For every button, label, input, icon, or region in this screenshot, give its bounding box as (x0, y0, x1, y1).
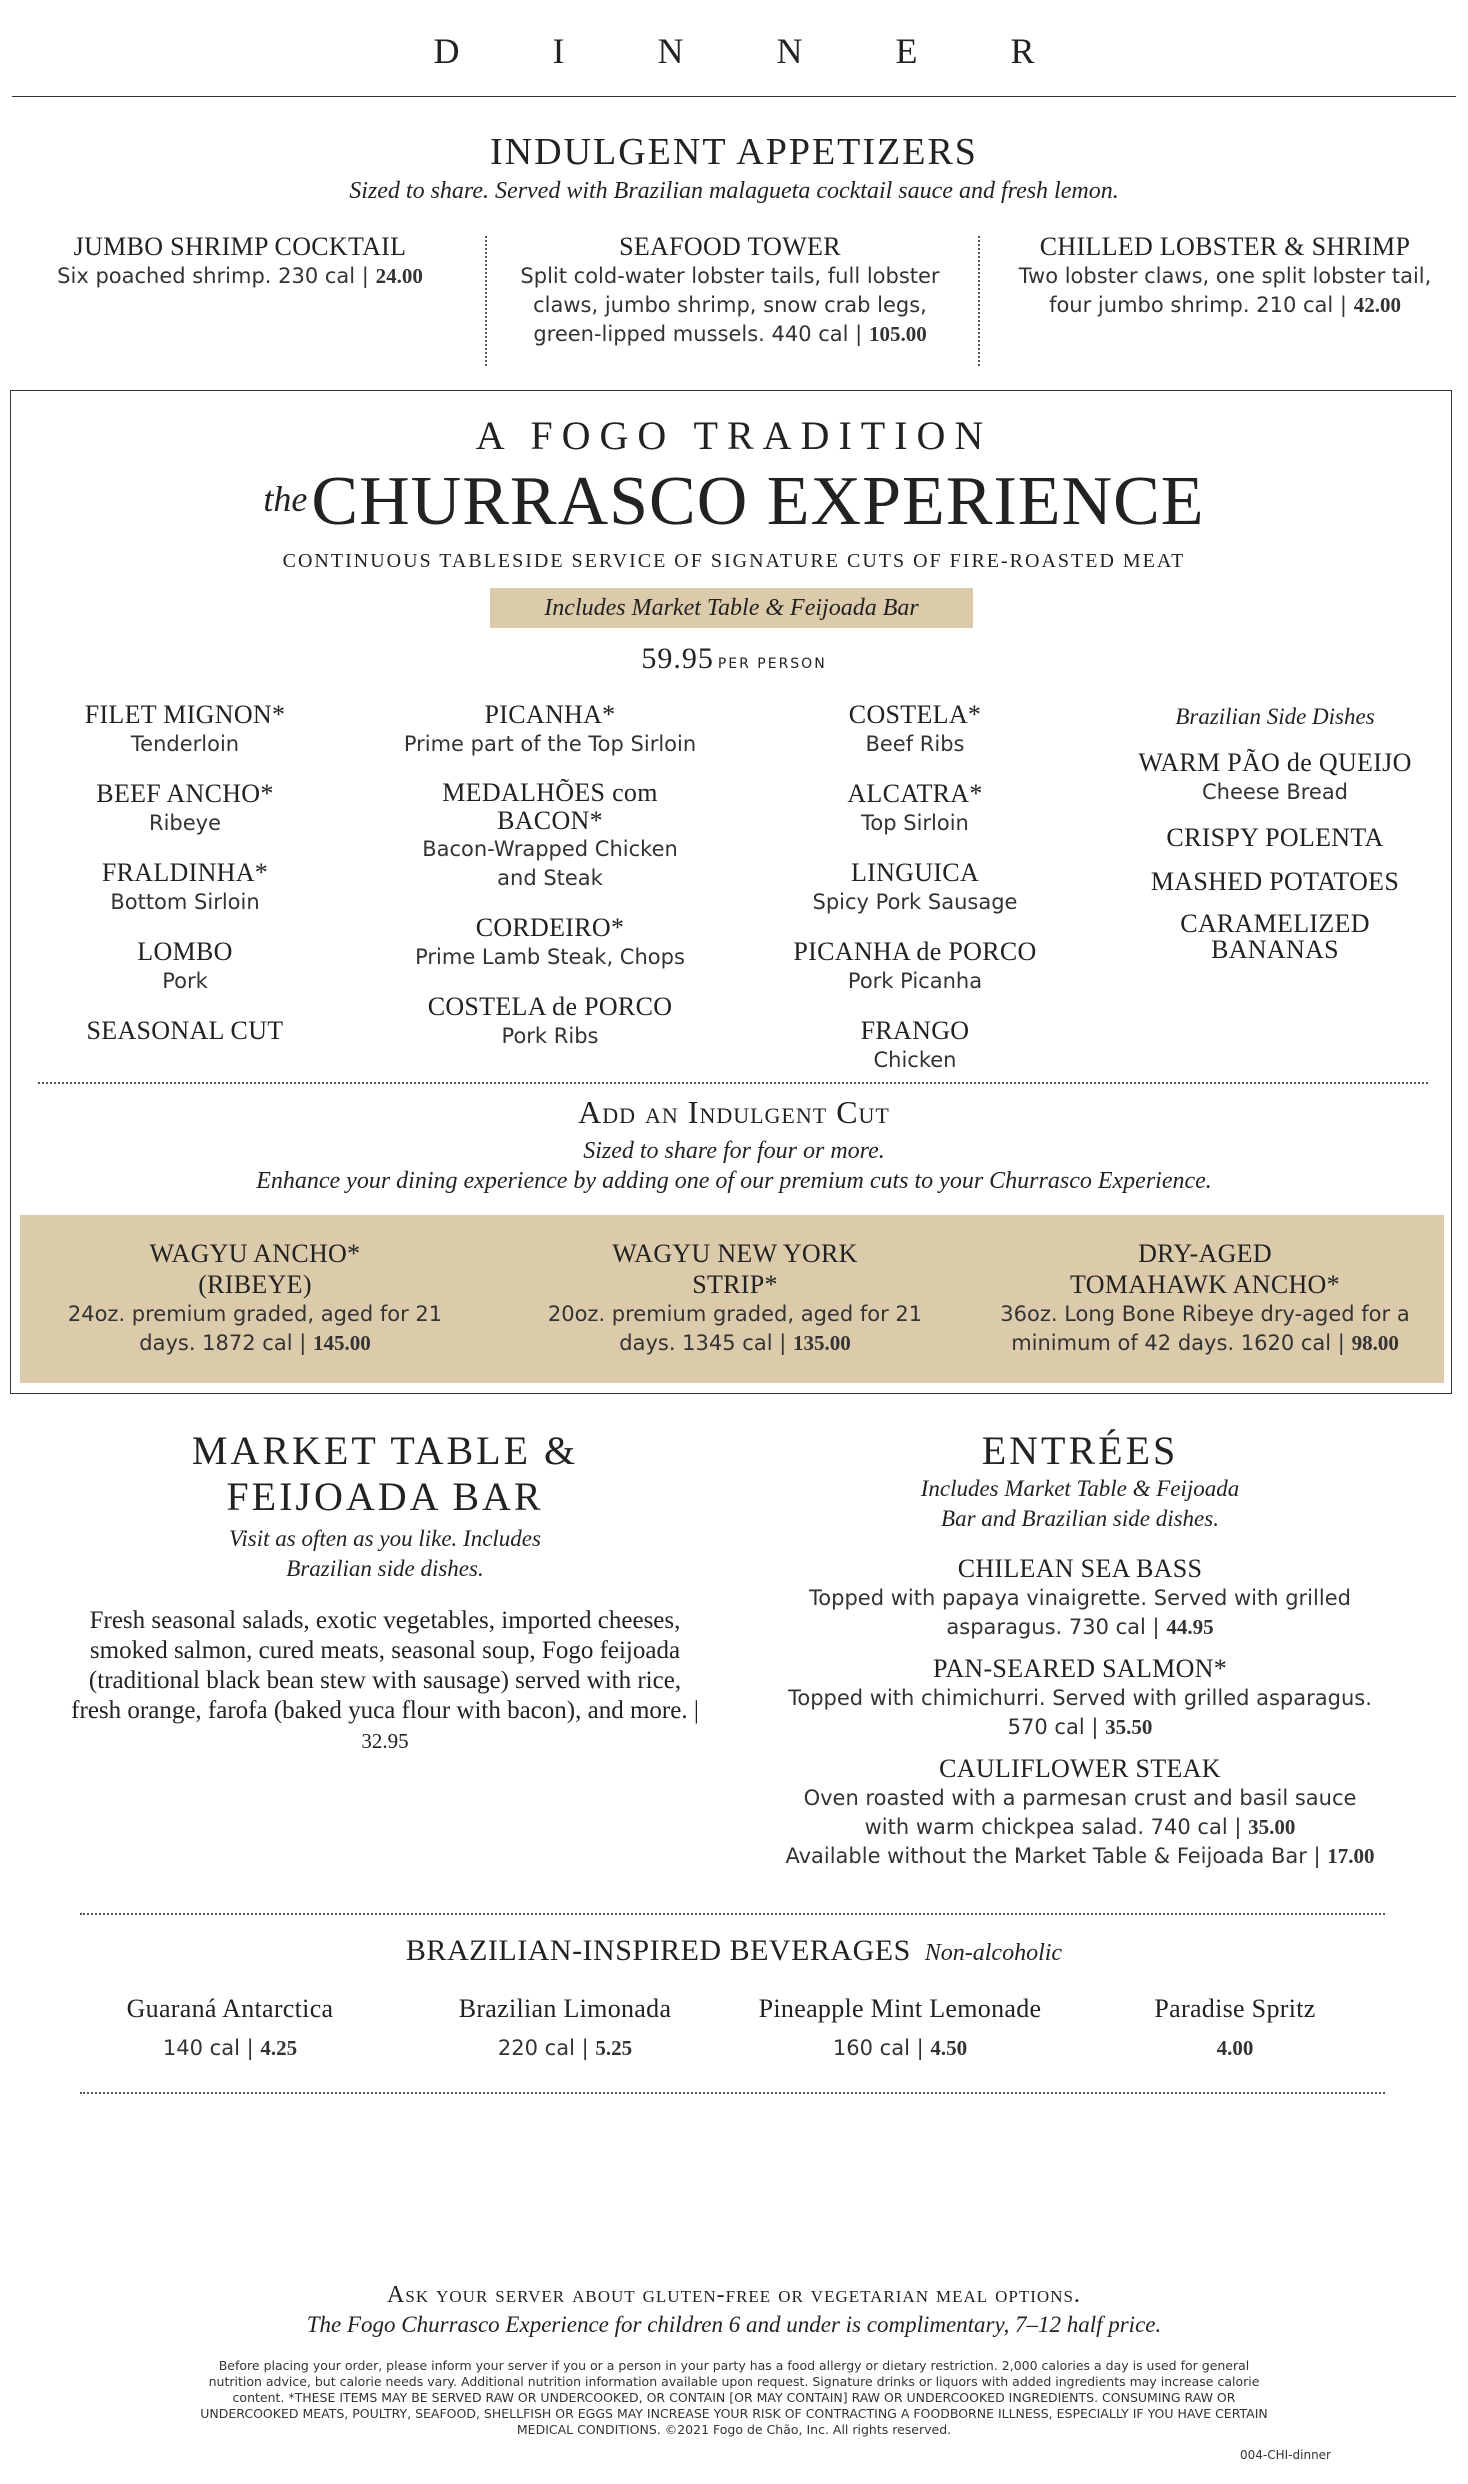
side-desc: Cheese Bread (1201, 780, 1349, 804)
churrasco-price: 59.95 (641, 642, 714, 675)
churrasco-price-line (0, 642, 1468, 676)
footer-kids: The Fogo Churrasco Experience for children 6 and under is complimentary, 7–12 half price. (306, 2312, 1162, 2337)
side-name: MASHED POTATOES (1150, 867, 1400, 896)
market-body: Fresh seasonal salads, exotic vegetables, imported cheeses, smoked salmon, cured meats, seasonal soup, Fogo feijoada (traditional black bean stew with sausage) served with rice, fresh orange, farofa (baked yuca flour with bacon), and more. | (71, 1607, 699, 1724)
meat-name: COSTELA de PORCO (427, 992, 673, 1021)
entree-extra: Available without the Market Table & Feijoada Bar | (785, 1844, 1321, 1868)
indulgent-line2: Enhance your dining experience by adding one of our premium cuts to your Churrasco Experience. (256, 1168, 1212, 1194)
meat-desc: Bottom Sirloin (110, 890, 260, 914)
divider (80, 1913, 1385, 1915)
indulgent-title: Add an Indulgent Cut (578, 1094, 890, 1130)
meat-desc: Pork (162, 969, 208, 993)
item-name: WAGYU NEW YORK STRIP* (612, 1239, 858, 1299)
appetizers-subtitle: Sized to share. Served with Brazilian malagueta cocktail sauce and fresh lemon. (349, 178, 1119, 204)
appetizer-item (495, 232, 965, 349)
divider (80, 2092, 1385, 2094)
meat-column-3 (770, 700, 1060, 1095)
meat-desc: Top Sirloin (861, 811, 969, 835)
entree-name: CHILEAN SEA BASS (957, 1554, 1203, 1583)
meat-desc: Ribeye (148, 811, 222, 835)
meat-name: LINGUICA (850, 858, 980, 887)
churrasco-title: CHURRASCO EXPERIENCE (311, 463, 1205, 540)
market-title-1: MARKET TABLE & (191, 1428, 579, 1473)
item-name: CHILLED LOBSTER & SHRIMP (1039, 232, 1411, 261)
appetizer-item (995, 232, 1455, 320)
side-name: CARAMELIZED BANANAS (1180, 909, 1370, 964)
tradition-title: A FOGO TRADITION (475, 413, 993, 458)
market-price: 32.95 (361, 1729, 409, 1753)
item-name: DRY-AGED TOMAHAWK ANCHO* (1070, 1239, 1340, 1299)
meat-desc: Beef Ribs (865, 732, 965, 756)
side-name: WARM PÃO de QUEIJO (1138, 748, 1412, 777)
entree-price: 44.95 (1166, 1615, 1214, 1639)
beverage-cal: 160 cal | (832, 2036, 924, 2060)
divider (38, 1082, 1428, 1084)
meat-column-2 (400, 700, 700, 1071)
item-price: 24.00 (375, 264, 423, 288)
meat-name: MEDALHÕES com BACON* (442, 778, 658, 835)
beverages-note: Non-alcoholic (924, 1940, 1063, 1966)
beverage-price: 4.25 (260, 2036, 298, 2060)
indulgent-line1: Sized to share for four or more. (583, 1138, 885, 1164)
indulgent-item (1000, 1238, 1410, 1358)
includes-banner: Includes Market Table & Feijoada Bar (490, 588, 973, 628)
meat-name: PICANHA* (484, 700, 616, 729)
item-desc: 36oz. Long Bone Ribeye dry-aged for a minimum of 42 days. 1620 cal | (1000, 1302, 1410, 1355)
item-name: JUMBO SHRIMP COCKTAIL (73, 232, 407, 261)
meat-desc: Bacon-Wrapped Chicken and Steak (422, 837, 678, 890)
beverage-cal: 140 cal | (162, 2036, 254, 2060)
appetizers-title: INDULGENT APPETIZERS (490, 131, 978, 173)
meat-desc: Pork Picanha (847, 969, 983, 993)
meat-desc: Tenderloin (130, 732, 240, 756)
footer-fine-print: Before placing your order, please inform your server if you or a person in your party has a food allergy or dietary restriction. 2,000 calories a day is used for general nutrition advice, but calorie needs vary. Additional nutrition information available upon request. Signature drinks or liquors with added ingredients may increase calorie content. *THESE ITEMS MAY BE SERVED RAW OR UNDERCOOKED, OR CONTAIN [OR MAY CONTAIN] RAW OR UNDERCOOKED INGREDIENTS. CONSUMING RAW OR UNDERCOOKED MEATS, POULTRY, SEAFOOD, SHELLFISH OR EGGS MAY INCREASE YOUR RISK OF CONTRACTING A FOODBORNE ILLNESS, ESPECIALLY IF YOU HAVE CERTAIN MEDICAL CONDITIONS. ©2021 Fogo de Chão, Inc. All rights reserved. (200, 2358, 1268, 2437)
side-name: CRISPY POLENTA (1166, 823, 1384, 852)
meat-name: LOMBO (137, 937, 233, 966)
footer-code: 004-CHI-dinner (1240, 2448, 1331, 2462)
entree-name: PAN-SEARED SALMON* (932, 1654, 1228, 1683)
footer-ask: Ask your server about gluten-free or vegetarian meal options. (387, 2282, 1081, 2308)
divider (485, 236, 487, 366)
item-price: 105.00 (868, 322, 927, 346)
entree-price: 35.50 (1105, 1715, 1153, 1739)
item-desc: 20oz. premium graded, aged for 21 days. 1345 cal | (547, 1302, 923, 1355)
meat-desc: Chicken (873, 1048, 957, 1072)
beverage-item (740, 1994, 1060, 2063)
item-price: 145.00 (312, 1331, 371, 1355)
the-label: the (263, 479, 308, 519)
beverage-item (425, 1994, 705, 2063)
item-desc: Two lobster claws, one split lobster tail, four jumbo shrimp. 210 cal | (1018, 264, 1432, 317)
price-unit: PER PERSON (717, 656, 827, 672)
beverage-name: Paradise Spritz (1154, 1994, 1316, 2023)
divider (978, 236, 980, 366)
page-title: D I N N E R (433, 31, 1077, 71)
item-desc: 24oz. premium graded, aged for 21 days. 1872 cal | (67, 1302, 443, 1355)
item-price: 135.00 (792, 1331, 851, 1355)
beverage-price: 4.50 (930, 2036, 968, 2060)
entree-desc: Oven roasted with a parmesan crust and basil sauce with warm chickpea salad. 740 cal | (803, 1786, 1357, 1839)
entrees-subtitle: Includes Market Table & Feijoada Bar and Brazilian side dishes. (920, 1476, 1240, 1531)
meat-name: FILET MIGNON* (84, 700, 286, 729)
meat-name: FRANGO (860, 1016, 970, 1045)
churrasco-tagline: CONTINUOUS TABLESIDE SERVICE OF SIGNATURE CUTS OF FIRE-ROASTED MEAT (282, 550, 1186, 572)
meat-name: CORDEIRO* (475, 913, 625, 942)
entrees-title: ENTRÉES (981, 1428, 1179, 1473)
churrasco-title-line (0, 462, 1468, 542)
meat-name: COSTELA* (848, 700, 982, 729)
beverages-title-line (0, 1934, 1468, 1968)
item-price: 42.00 (1353, 293, 1401, 317)
indulgent-item (540, 1238, 930, 1358)
market-subtitle: Visit as often as you like. Includes Brazilian side dishes. (229, 1526, 541, 1581)
appetizer-item (55, 232, 425, 291)
sides-title: Brazilian Side Dishes (1175, 704, 1375, 729)
entree-desc: Topped with papaya vinaigrette. Served with grilled asparagus. 730 cal | (809, 1586, 1351, 1639)
meat-desc: Pork Ribs (501, 1024, 599, 1048)
entree-desc: Topped with chimichurri. Served with grilled asparagus. 570 cal | (788, 1686, 1372, 1739)
entree-price: 35.00 (1248, 1815, 1296, 1839)
meat-name: BEEF ANCHO* (96, 779, 274, 808)
item-name: SEAFOOD TOWER (619, 232, 841, 261)
header-rule (12, 96, 1456, 97)
meat-desc: Spicy Pork Sausage (812, 890, 1018, 914)
beverage-item (90, 1994, 370, 2063)
entree-extra-price: 17.00 (1327, 1844, 1375, 1868)
beverage-item (1090, 1994, 1380, 2063)
beverage-name: Brazilian Limonada (458, 1994, 672, 2023)
meat-desc: Prime part of the Top Sirloin (403, 732, 697, 756)
item-desc: Six poached shrimp. 230 cal | (57, 264, 369, 288)
beverage-name: Pineapple Mint Lemonade (758, 1994, 1042, 2023)
market-title-2: FEIJOADA BAR (226, 1474, 544, 1519)
beverage-price: 4.00 (1216, 2036, 1254, 2060)
beverage-cal: 220 cal | (497, 2036, 589, 2060)
indulgent-item (60, 1238, 450, 1358)
entrees-section (780, 1428, 1380, 1871)
meat-name: FRALDINHA* (101, 858, 269, 887)
item-price: 98.00 (1351, 1331, 1399, 1355)
sides-column (1120, 704, 1430, 963)
beverages-title: BRAZILIAN-INSPIRED BEVERAGES (405, 1934, 911, 1967)
beverage-name: Guaraná Antarctica (126, 1994, 334, 2023)
market-section (70, 1428, 700, 1756)
meat-name: ALCATRA* (847, 779, 983, 808)
meat-column-1 (45, 700, 325, 1066)
meat-desc: Prime Lamb Steak, Chops (415, 945, 685, 969)
entree-name: CAULIFLOWER STEAK (939, 1754, 1221, 1783)
meat-name: PICANHA de PORCO (793, 937, 1037, 966)
item-desc: Split cold-water lobster tails, full lobster claws, jumbo shrimp, snow crab legs, green-lipped mussels. 440 cal | (520, 264, 940, 346)
item-name: WAGYU ANCHO* (RIBEYE) (149, 1239, 361, 1299)
meat-name: SEASONAL CUT (86, 1016, 284, 1045)
beverage-price: 5.25 (595, 2036, 633, 2060)
